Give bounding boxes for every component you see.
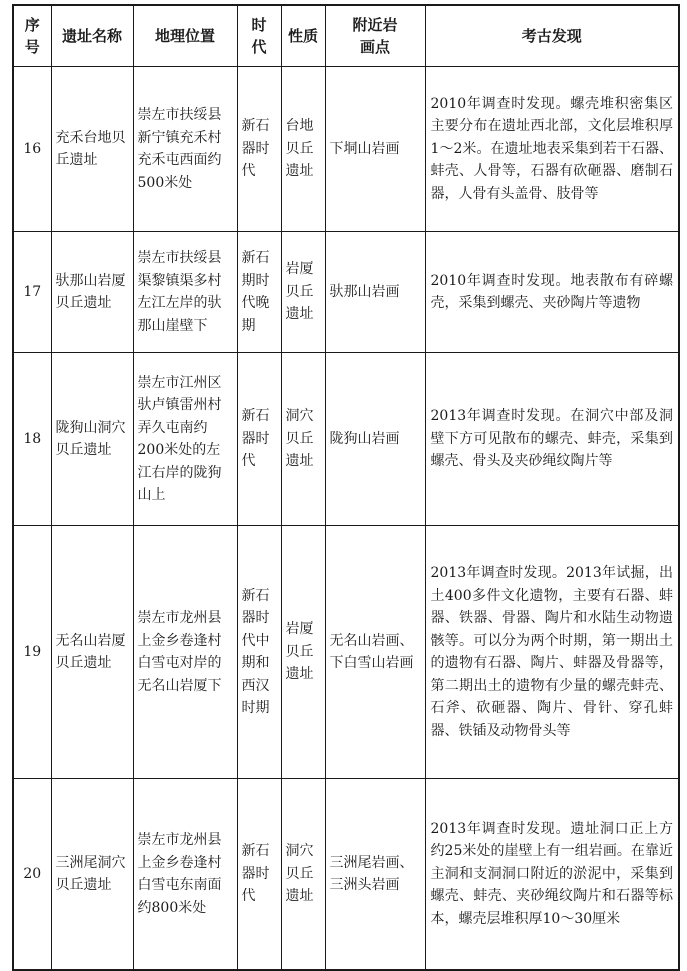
header-findings: 考古发现	[425, 5, 679, 67]
header-row	[13, 5, 679, 67]
site-age: 新石器时代	[237, 353, 281, 526]
nearby-rock-art: 无名山岩画、下白雪山岩画	[325, 526, 425, 779]
table-row	[13, 232, 679, 353]
site-age: 新石器时代	[237, 779, 281, 971]
row-index: 18	[13, 353, 51, 526]
site-findings: 2010年调查时发现。螺壳堆积密集区主要分布在遗址西北部，文化层堆积厚1～2米。在遗址地表采集到若干石器、蚌壳、人骨等，石器有砍砸器、磨制石器，人骨有头盖骨、肢骨等	[425, 67, 679, 232]
site-findings: 2010年调查时发现。地表散布有碎螺壳，采集到螺壳、夹砂陶片等遗物	[425, 232, 679, 353]
site-name: 陇狗山洞穴贝丘遗址	[51, 353, 133, 526]
table-row	[13, 67, 679, 232]
row-index: 19	[13, 526, 51, 779]
site-location: 崇左市扶绥县新宁镇充禾村充禾屯西面约500米处	[133, 67, 237, 232]
header-index: 序 号	[13, 5, 51, 67]
site-age: 新石器时代中期和西汉时期	[237, 526, 281, 779]
site-nature: 岩厦贝丘遗址	[281, 232, 325, 353]
site-name: 驮那山岩厦贝丘遗址	[51, 232, 133, 353]
site-age: 新石器时代	[237, 67, 281, 232]
header-nature: 性质	[281, 5, 325, 67]
sites-table-container	[12, 4, 678, 971]
header-name: 遗址名称	[51, 5, 133, 67]
table-row	[13, 353, 679, 526]
site-nature: 台地贝丘遗址	[281, 67, 325, 232]
table-header	[13, 5, 679, 67]
header-nearby: 附近岩 画点	[325, 5, 425, 67]
site-name: 三洲尾洞穴贝丘遗址	[51, 779, 133, 971]
table-row	[13, 526, 679, 779]
row-index: 20	[13, 779, 51, 971]
header-location: 地理位置	[133, 5, 237, 67]
site-nature: 洞穴贝丘遗址	[281, 779, 325, 971]
site-findings: 2013年调查时发现。遗址洞口正上方约25米处的崖壁上有一组岩画。在靠近主洞和支洞洞口附近的淤泥中，采集到螺壳、蚌壳、夹砂绳纹陶片和石器等标本，螺壳层堆积厚10～30厘米	[425, 779, 679, 971]
site-age: 新石期时代晚期	[237, 232, 281, 353]
nearby-rock-art: 三洲尾岩画、三洲头岩画	[325, 779, 425, 971]
nearby-rock-art: 陇狗山岩画	[325, 353, 425, 526]
site-location: 崇左市江州区驮卢镇雷州村弄久屯南约200米处的左江右岸的陇狗山上	[133, 353, 237, 526]
archaeological-sites-table	[12, 4, 680, 971]
nearby-rock-art: 下垌山岩画	[325, 67, 425, 232]
header-age: 时 代	[237, 5, 281, 67]
site-location: 崇左市龙州县上金乡卷逢村白雪屯东南面约800米处	[133, 779, 237, 971]
site-findings: 2013年调查时发现。2013年试掘，出土400多件文化遗物，主要有石器、蚌器、铁器、骨器、陶片和水陆生动物遗骸等。可以分为两个时期，第一期出土的遗物有石器、陶片、蚌器及骨器等，第二期出土的遗物有少量的螺壳蚌壳、石斧、砍砸器、陶片、骨针、穿孔蚌器、铁锸及动物骨头等	[425, 526, 679, 779]
site-findings: 2013年调查时发现。在洞穴中部及洞壁下方可见散布的螺壳、蚌壳，采集到螺壳、骨头及夹砂绳纹陶片等	[425, 353, 679, 526]
site-name: 无名山岩厦贝丘遗址	[51, 526, 133, 779]
table-row	[13, 779, 679, 971]
table-body	[13, 67, 679, 971]
site-nature: 岩厦贝丘遗址	[281, 526, 325, 779]
row-index: 16	[13, 67, 51, 232]
row-index: 17	[13, 232, 51, 353]
site-name: 充禾台地贝丘遗址	[51, 67, 133, 232]
nearby-rock-art: 驮那山岩画	[325, 232, 425, 353]
site-location: 崇左市扶绥县渠黎镇渠多村左江左岸的驮那山崖壁下	[133, 232, 237, 353]
site-nature: 洞穴贝丘遗址	[281, 353, 325, 526]
site-location: 崇左市龙州县上金乡卷逢村白雪屯对岸的无名山岩厦下	[133, 526, 237, 779]
